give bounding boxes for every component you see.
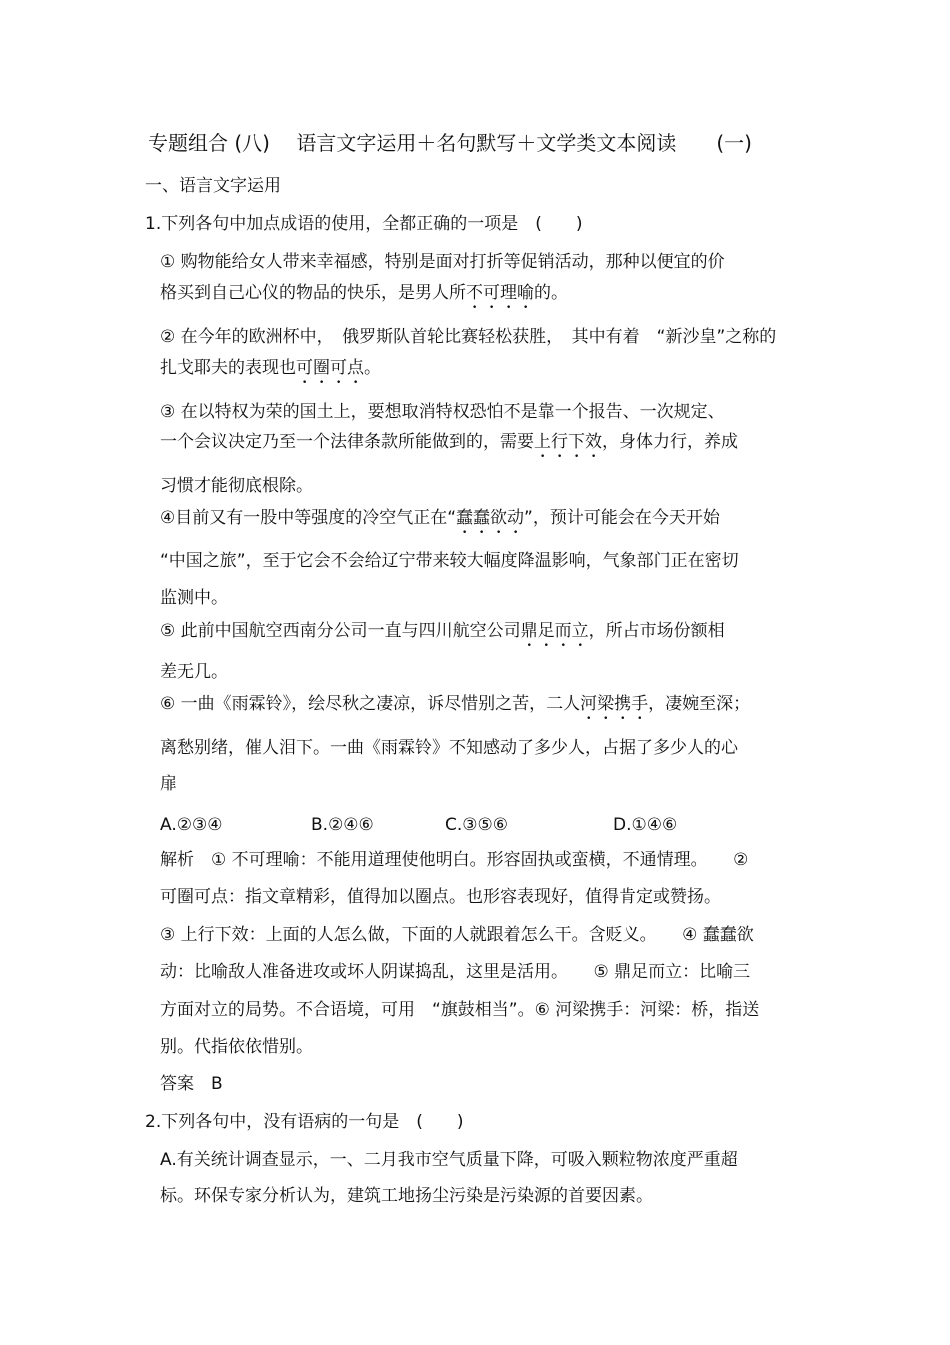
dotted-idiom: 可圈可点: [296, 358, 364, 378]
sentence-4-line-1: [160, 506, 720, 538]
analysis-line-6: 别。代指依依惜别。: [160, 1037, 313, 1057]
question-2-stem: 2.下列各句中，没有语病的一句是 ( ): [145, 1112, 464, 1132]
dotted-idiom: 上行下效: [534, 432, 602, 452]
sentence-3-line-3: 习惯才能彻底根除。: [160, 476, 313, 496]
dotted-idiom: 不可理喻: [466, 283, 534, 303]
text-segment: ⑥ 一曲《雨霖铃》，绘尽秋之凄凉，诉尽惜别之苦，二人: [160, 694, 581, 714]
analysis-line-3: ③ 上行下效：上面的人怎么做，下面的人就跟着怎么干。含贬义。 ④ 蠢蠢欲: [160, 925, 754, 945]
sentence-3-line-1: ③ 在以特权为荣的国土上，要想取消特权恐怕不是靠一个报告、一次规定、: [160, 402, 725, 422]
sentence-5-line-1: [160, 619, 725, 651]
text-segment: ⑤ 此前中国航空西南分公司一直与四川航空公司: [160, 621, 521, 641]
dotted-idiom: 蠢蠢欲动: [456, 508, 525, 528]
sentence-6-line-2: 离愁别绪，催人泪下。一曲《雨霖铃》不知感动了多少人，占据了多少人的心: [160, 738, 738, 758]
sentence-2-line-1: ② 在今年的欧洲杯中， 俄罗斯队首轮比赛轻松获胜， 其中有着 “新沙皇”之称的: [160, 327, 777, 347]
sentence-1-line-1: ① 购物能给女人带来幸福感，特别是面对打折等促销活动，那种以便宜的价: [160, 252, 725, 272]
text-segment: 的。: [534, 283, 568, 303]
text-segment: ，所占市场份额相: [588, 621, 725, 641]
analysis-line-1: 解析 ① 不可理喻：不能用道理使他明白。形容固执或蛮横，不通情理。 ②: [160, 850, 749, 870]
option-b: B.②④⑥: [311, 815, 374, 835]
option-c: C.③⑤⑥: [445, 815, 508, 835]
sentence-5-line-2: 差无几。: [160, 662, 228, 682]
question-2-option-a-line-1: A.有关统计调查显示，一、二月我市空气质量下降，可吸入颗粒物浓度严重超: [160, 1150, 738, 1170]
section-heading: 一、语言文字运用: [145, 176, 281, 196]
page-title: 专题组合 (八) 语言文字运用＋名句默写＋文学类文本阅读 (一): [148, 131, 752, 155]
text-segment: 格买到自己心仪的物品的快乐，是男人所: [160, 283, 466, 303]
text-segment: ④目前又有一股中等强度的冷空气正在“: [160, 508, 457, 528]
analysis-line-5: 方面对立的局势。不合语境，可用 “旗鼓相当”。⑥ 河梁携手：河梁：桥，指送: [160, 1000, 760, 1020]
sentence-4-line-2: “中国之旅”，至于它会不会给辽宁带来较大幅度降温影响，气象部门正在密切: [160, 551, 739, 571]
sentence-2-line-2: [160, 356, 381, 388]
question-1-stem: 1.下列各句中加点成语的使用，全都正确的一项是 ( ): [145, 214, 583, 234]
text-segment: ，身体力行，养成: [602, 432, 738, 452]
sentence-4-line-3: 监测中。: [160, 588, 228, 608]
text-segment: 。: [364, 358, 381, 378]
text-segment: 一个会议决定乃至一个法律条款所能做到的，需要: [160, 432, 534, 452]
sentence-6-line-1: [160, 692, 750, 724]
option-d: D.①④⑥: [613, 815, 678, 835]
sentence-1-line-2: [160, 281, 568, 313]
question-2-option-a-line-2: 标。环保专家分析认为，建筑工地扬尘污染是污染源的首要因素。: [160, 1186, 653, 1206]
dotted-idiom: 河梁携手: [580, 694, 649, 714]
option-a: A.②③④: [160, 815, 223, 835]
sentence-6-line-3: 扉: [160, 774, 177, 794]
dotted-idiom: 鼎足而立: [520, 621, 589, 641]
answer: 答案 B: [160, 1074, 223, 1094]
sentence-3-line-2: [160, 430, 738, 462]
analysis-line-4: 动：比喻敌人准备进攻或坏人阴谋捣乱，这里是活用。 ⑤ 鼎足而立：比喻三: [160, 962, 751, 982]
text-segment: ”，预计可能会在今天开始: [524, 508, 720, 528]
text-segment: ，凄婉至深；: [648, 694, 751, 714]
text-segment: 扎戈耶夫的表现也: [160, 358, 296, 378]
analysis-line-2: 可圈可点：指文章精彩，值得加以圈点。也形容表现好，值得肯定或赞扬。: [160, 887, 721, 907]
